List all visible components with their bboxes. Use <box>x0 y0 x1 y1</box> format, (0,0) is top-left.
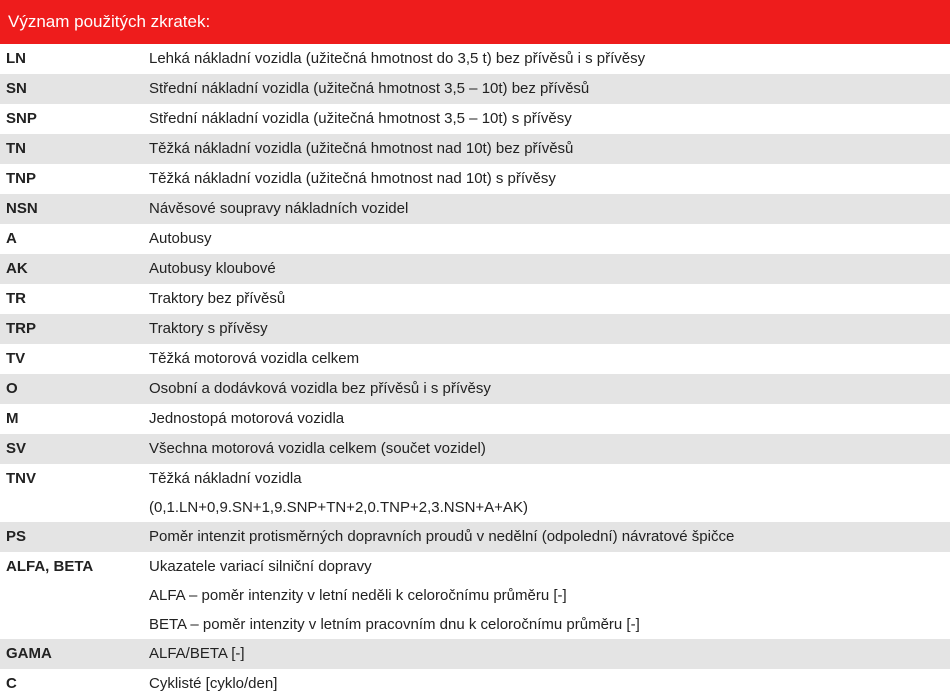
row-abbreviation: TN <box>6 140 26 157</box>
table-row <box>0 522 950 552</box>
table-row <box>0 254 950 284</box>
table-row <box>0 284 950 314</box>
row-abbreviation: SN <box>6 80 27 97</box>
table-row <box>0 552 950 639</box>
row-description <box>142 464 950 522</box>
table-header-title: Význam použitých zkratek: <box>0 0 950 44</box>
table-row <box>0 464 950 522</box>
row-abbreviation: SV <box>6 440 27 457</box>
row-description: Autobusy kloubové <box>149 260 276 277</box>
table-row <box>0 194 950 224</box>
row-description: ALFA/BETA [-] <box>149 645 245 662</box>
row-abbreviation: LN <box>6 50 26 67</box>
table-row <box>0 639 950 669</box>
row-description: Autobusy <box>149 230 212 247</box>
row-abbreviation: ALFA, BETA <box>6 558 94 575</box>
table-row <box>0 224 950 254</box>
row-abbreviation: GAMA <box>6 645 52 662</box>
table-row <box>0 404 950 434</box>
table-row <box>0 374 950 404</box>
description-line: Těžká nákladní vozidla <box>149 470 302 487</box>
row-description: Cyklisté [cyklo/den] <box>149 675 278 692</box>
row-abbreviation: TV <box>6 350 26 367</box>
row-description: Těžká nákladní vozidla (užitečná hmotnost nad 10t) bez přívěsů <box>149 140 574 157</box>
row-abbreviation: TNP <box>6 170 36 187</box>
table-row <box>0 344 950 374</box>
row-description: Traktory s přívěsy <box>149 320 268 337</box>
table-row <box>0 134 950 164</box>
table-row <box>0 104 950 134</box>
row-description: Osobní a dodávková vozidla bez přívěsů i s přívěsy <box>149 380 491 397</box>
row-description: Jednostopá motorová vozidla <box>149 410 345 427</box>
description-line: ALFA – poměr intenzity v letní neděli k celoročnímu průměru [-] <box>149 587 567 604</box>
row-abbreviation: AK <box>6 260 28 277</box>
table-row <box>0 74 950 104</box>
table-row <box>0 44 950 74</box>
row-abbreviation: C <box>6 675 17 692</box>
row-description: Lehká nákladní vozidla (užitečná hmotnost do 3,5 t) bez přívěsů i s přívěsy <box>149 50 646 67</box>
row-description <box>142 552 950 639</box>
row-abbreviation: PS <box>6 528 27 545</box>
row-description: Všechna motorová vozidla celkem (součet vozidel) <box>149 440 486 457</box>
row-abbreviation: M <box>6 410 19 427</box>
row-abbreviation: TR <box>6 290 26 307</box>
row-description: Střední nákladní vozidla (užitečná hmotnost 3,5 – 10t) bez přívěsů <box>149 80 590 97</box>
row-abbreviation: O <box>6 380 18 397</box>
row-abbreviation: SNP <box>6 110 37 127</box>
table-row <box>0 669 950 699</box>
row-description: Těžká nákladní vozidla (užitečná hmotnost nad 10t) s přívěsy <box>149 170 556 187</box>
row-description: Návěsové soupravy nákladních vozidel <box>149 200 409 217</box>
row-description: Traktory bez přívěsů <box>149 290 286 307</box>
table-row <box>0 164 950 194</box>
description-line: Ukazatele variací silniční dopravy <box>149 558 372 575</box>
row-description: Těžká motorová vozidla celkem <box>149 350 360 367</box>
row-abbreviation: A <box>6 230 17 247</box>
description-line: BETA – poměr intenzity v letním pracovním dnu k celoročnímu průměru [-] <box>149 616 640 633</box>
description-line: (0,1.LN+0,9.SN+1,9.SNP+TN+2,0.TNP+2,3.NSN+A+AK) <box>149 499 528 516</box>
row-abbreviation: NSN <box>6 200 38 217</box>
row-description: Poměr intenzit protisměrných dopravních proudů v nedělní (odpolední) návratové špičce <box>149 528 735 545</box>
row-abbreviation: TNV <box>6 470 36 487</box>
table-row <box>0 434 950 464</box>
row-description: Střední nákladní vozidla (užitečná hmotnost 3,5 – 10t) s přívěsy <box>149 110 572 127</box>
row-abbreviation: TRP <box>6 320 36 337</box>
table-row <box>0 314 950 344</box>
